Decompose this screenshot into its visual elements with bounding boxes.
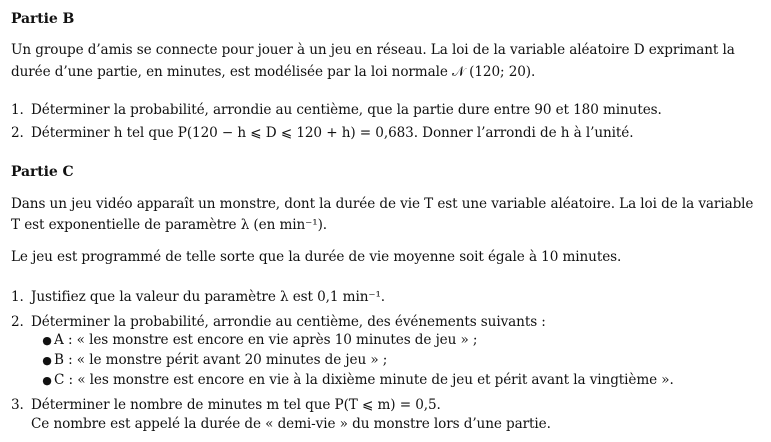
part-c-question-2 [11, 313, 546, 331]
part-c-intro-line-2: T est exponentielle de paramètre λ (en min⁻¹). [11, 217, 328, 233]
part-b-intro-line-1: Un groupe d’amis se connecte pour jouer à un jeu en réseau. La loi de la variable aléatoire D exprimant la [11, 42, 735, 58]
question-text: Justifiez que la valeur du paramètre λ est 0,1 min⁻¹. [31, 289, 386, 305]
part-c-question-1 [11, 288, 385, 306]
question-text: Déterminer la probabilité, arrondie au centième, des événements suivants : [31, 314, 546, 330]
question-text: Déterminer la probabilité, arrondie au centième, que la partie dure entre 90 et 180 minutes. [31, 102, 662, 118]
question-number: 1. [11, 289, 24, 305]
part-c-paragraph-2: Le jeu est programmé de telle sorte que la durée de vie moyenne soit égale à 10 minutes. [11, 249, 622, 265]
part-b-heading: Partie B [11, 11, 75, 27]
event-text: C : « les monstre est encore en vie à la dixième minute de jeu et périt avant la vingtième ». [54, 372, 674, 388]
event-text: B : « le monstre périt avant 20 minutes de jeu » ; [54, 352, 388, 368]
part-b-intro-line-2: durée d’une partie, en minutes, est modélisée par la loi normale 𝒩 (120; 20). [11, 64, 536, 80]
part-c-intro-line-1: Dans un jeu vidéo apparaît un monstre, dont la durée de vie T est une variable aléatoire. La loi de la variable [11, 196, 754, 212]
bullet-icon: ● [42, 354, 52, 367]
question-number: 2. [11, 125, 24, 141]
question-text: Déterminer h tel que P(120 − h ⩽ D ⩽ 120 + h) = 0,683. Donner l’arrondi de h à l’unité. [31, 125, 634, 141]
bullet-icon: ● [42, 334, 52, 347]
event-list-item-c [40, 371, 674, 390]
part-c-question-3 [11, 396, 441, 414]
question-text: Déterminer le nombre de minutes m tel que P(T ⩽ m) = 0,5. [31, 397, 441, 413]
part-c-question-3-continuation: Ce nombre est appelé la durée de « demi-vie » du monstre lors d’une partie. [31, 416, 551, 432]
part-c-heading: Partie C [11, 164, 74, 180]
question-number: 2. [11, 314, 24, 330]
question-number: 3. [11, 397, 24, 413]
part-b-question-1 [11, 101, 662, 119]
event-text: A : « les monstre est encore en vie après 10 minutes de jeu » ; [54, 332, 478, 348]
bullet-icon: ● [42, 374, 52, 387]
part-b-question-2 [11, 124, 633, 142]
event-list-item-b [40, 351, 387, 370]
question-number: 1. [11, 102, 24, 118]
event-list-item-a [40, 331, 477, 350]
